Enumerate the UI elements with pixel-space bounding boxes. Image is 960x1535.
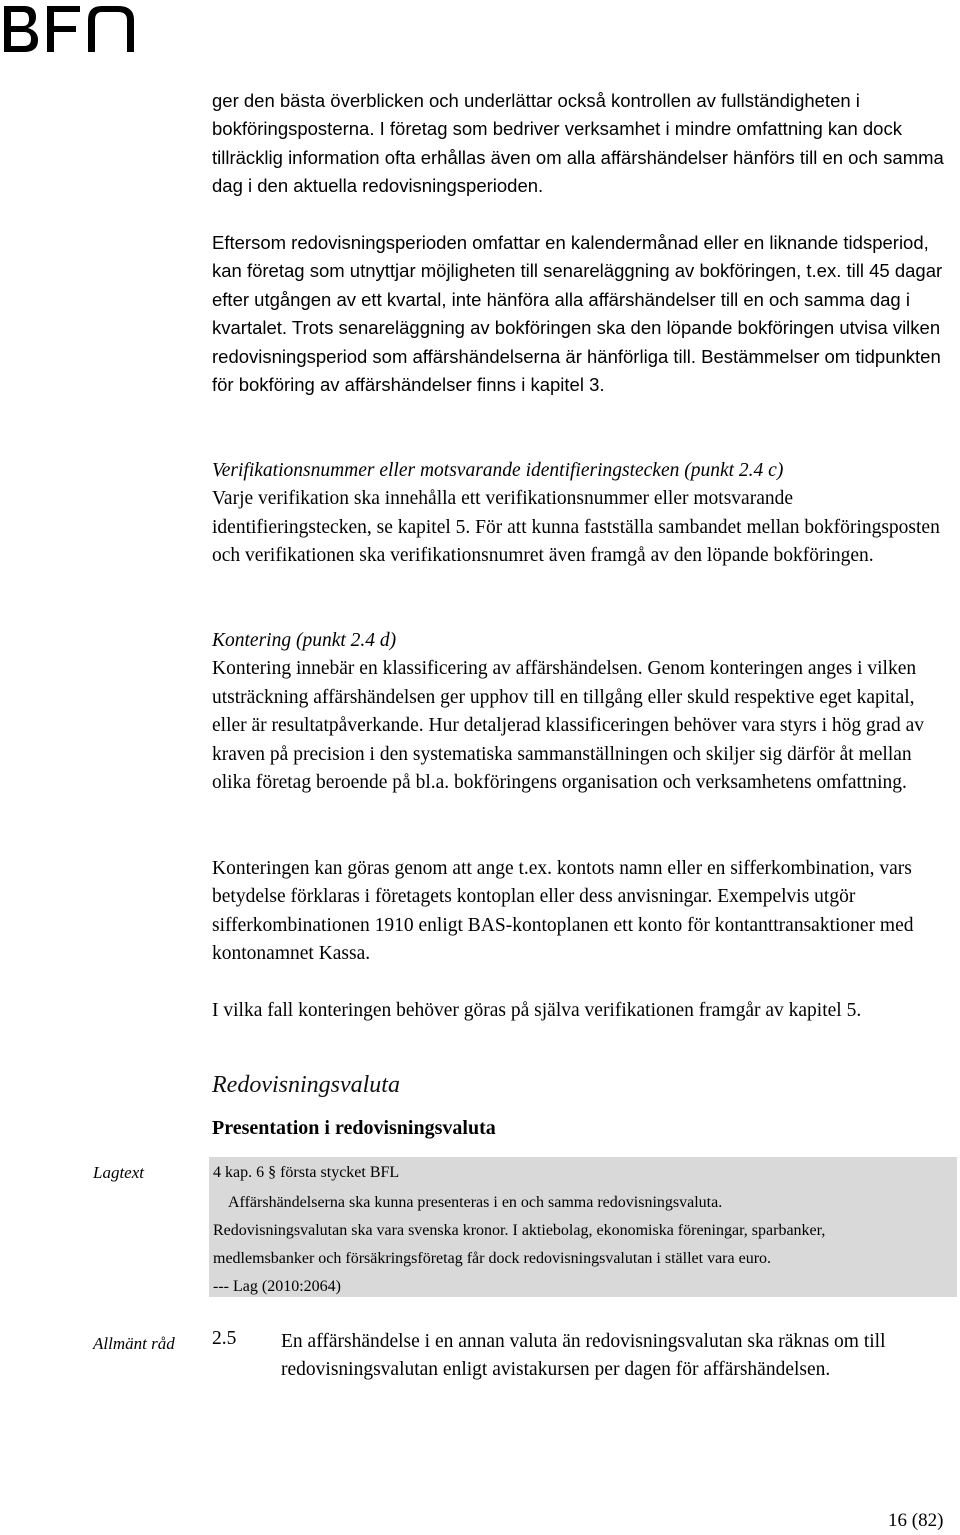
page-number: 16 (82) xyxy=(888,1510,944,1531)
law-line-3: medlemsbanker och försäkringsföretag får dock redovisningsvalutan i stället vara euro. xyxy=(213,1250,772,1267)
section-verifikationsnummer xyxy=(212,457,952,571)
advice-number: 2.5 xyxy=(212,1328,237,1349)
section-title: Redovisningsvaluta xyxy=(212,1072,400,1098)
paragraph-verifikationsnummer: Varje verifikation ska innehålla ett verifikationsnummer eller motsvarande identifieringstecken, se kapitel 5. För att kunna fastställa sambandet mellan bokföringsposten och verifikationen ska verifikationsnumret även framgå av den löpande bokföringen. xyxy=(212,488,940,567)
paragraph-kontering: Kontering innebär en klassificering av affärshändelsen. Genom konteringen anges i vilken utsträckning affärshändelsen ger upphov till en tillgång eller skuld respektive eget kapital, eller är resultatpåverkande. Hur detaljerad klassificeringen behöver vara styrs i hög grad av kraven på precision i den systematiska sammanställningen och skiljer sig därför åt mellan olika företag beroende på bl.a. bokföringens organisation och verksamhetens omfattning. xyxy=(212,658,924,794)
paragraph-konteringen: Konteringen kan göras genom att ange t.ex. kontots namn eller en sifferkombination, vars betydelse förklaras i företagets kontoplan eller dess anvisningar. Exempelvis utgör sifferkombinationen 1910 enligt BAS-kontoplanen ett konto för kontanttransaktioner med kontonamnet Kassa. xyxy=(212,858,914,965)
paragraph-verifikationen: I vilka fall konteringen behöver göras på själva verifikationen framgår av kapitel 5. xyxy=(212,1000,862,1021)
law-line-1: Affärshändelserna ska kunna presenteras i en och samma redovisningsvaluta. xyxy=(228,1194,723,1211)
advice-label: Allmänt råd xyxy=(93,1334,175,1353)
paragraph-redovisningsperiod: Eftersom redovisningsperioden omfattar en kalendermånad eller en liknande tidsperiod, kan företag som utnyttjar möjligheten till senareläggning av bokföringen, t.ex. till 45 dagar efter utgången av ett kvartal, inte hänföra alla affärshändelser till en och samma dag i kvartalet. Trots senareläggning av bokföringen ska den löpande bokföringen utvisa vilken redovisningsperiod som affärshändelserna är hänförliga till. Bestämmelser om tidpunkten för bokföring av affärshändelser finns i kapitel 3. xyxy=(212,232,943,396)
law-label: Lagtext xyxy=(93,1163,144,1182)
heading-kontering: Kontering (punkt 2.4 d) xyxy=(212,630,397,651)
heading-verifikationsnummer: Verifikationsnummer eller motsvarande identifieringstecken (punkt 2.4 c) xyxy=(212,460,784,481)
law-reference: 4 kap. 6 § första stycket BFL xyxy=(213,1164,400,1181)
law-line-4: --- Lag (2010:2064) xyxy=(213,1278,341,1295)
bfn-logo xyxy=(0,0,140,60)
advice-text: En affärshändelse i en annan valuta än redovisningsvalutan ska räknas om till redovisningsvalutan enligt avistakursen per dagen för affärshändelsen. xyxy=(281,1331,886,1381)
paragraph-overview: ger den bästa överblicken och underlättar också kontrollen av fullständigheten i bokföringsposterna. I företag som bedriver verksamhet i mindre omfattning kan dock tillräcklig information ofta erhållas även om alla affärshändelser hänförs till en och samma dag i den aktuella redovisningsperioden. xyxy=(212,90,944,197)
section-subtitle: Presentation i redovisningsvaluta xyxy=(212,1117,496,1139)
section-kontering xyxy=(212,627,952,797)
law-line-2: Redovisningsvalutan ska vara svenska kronor. I aktiebolag, ekonomiska föreningar, sparbanker, xyxy=(213,1222,826,1239)
